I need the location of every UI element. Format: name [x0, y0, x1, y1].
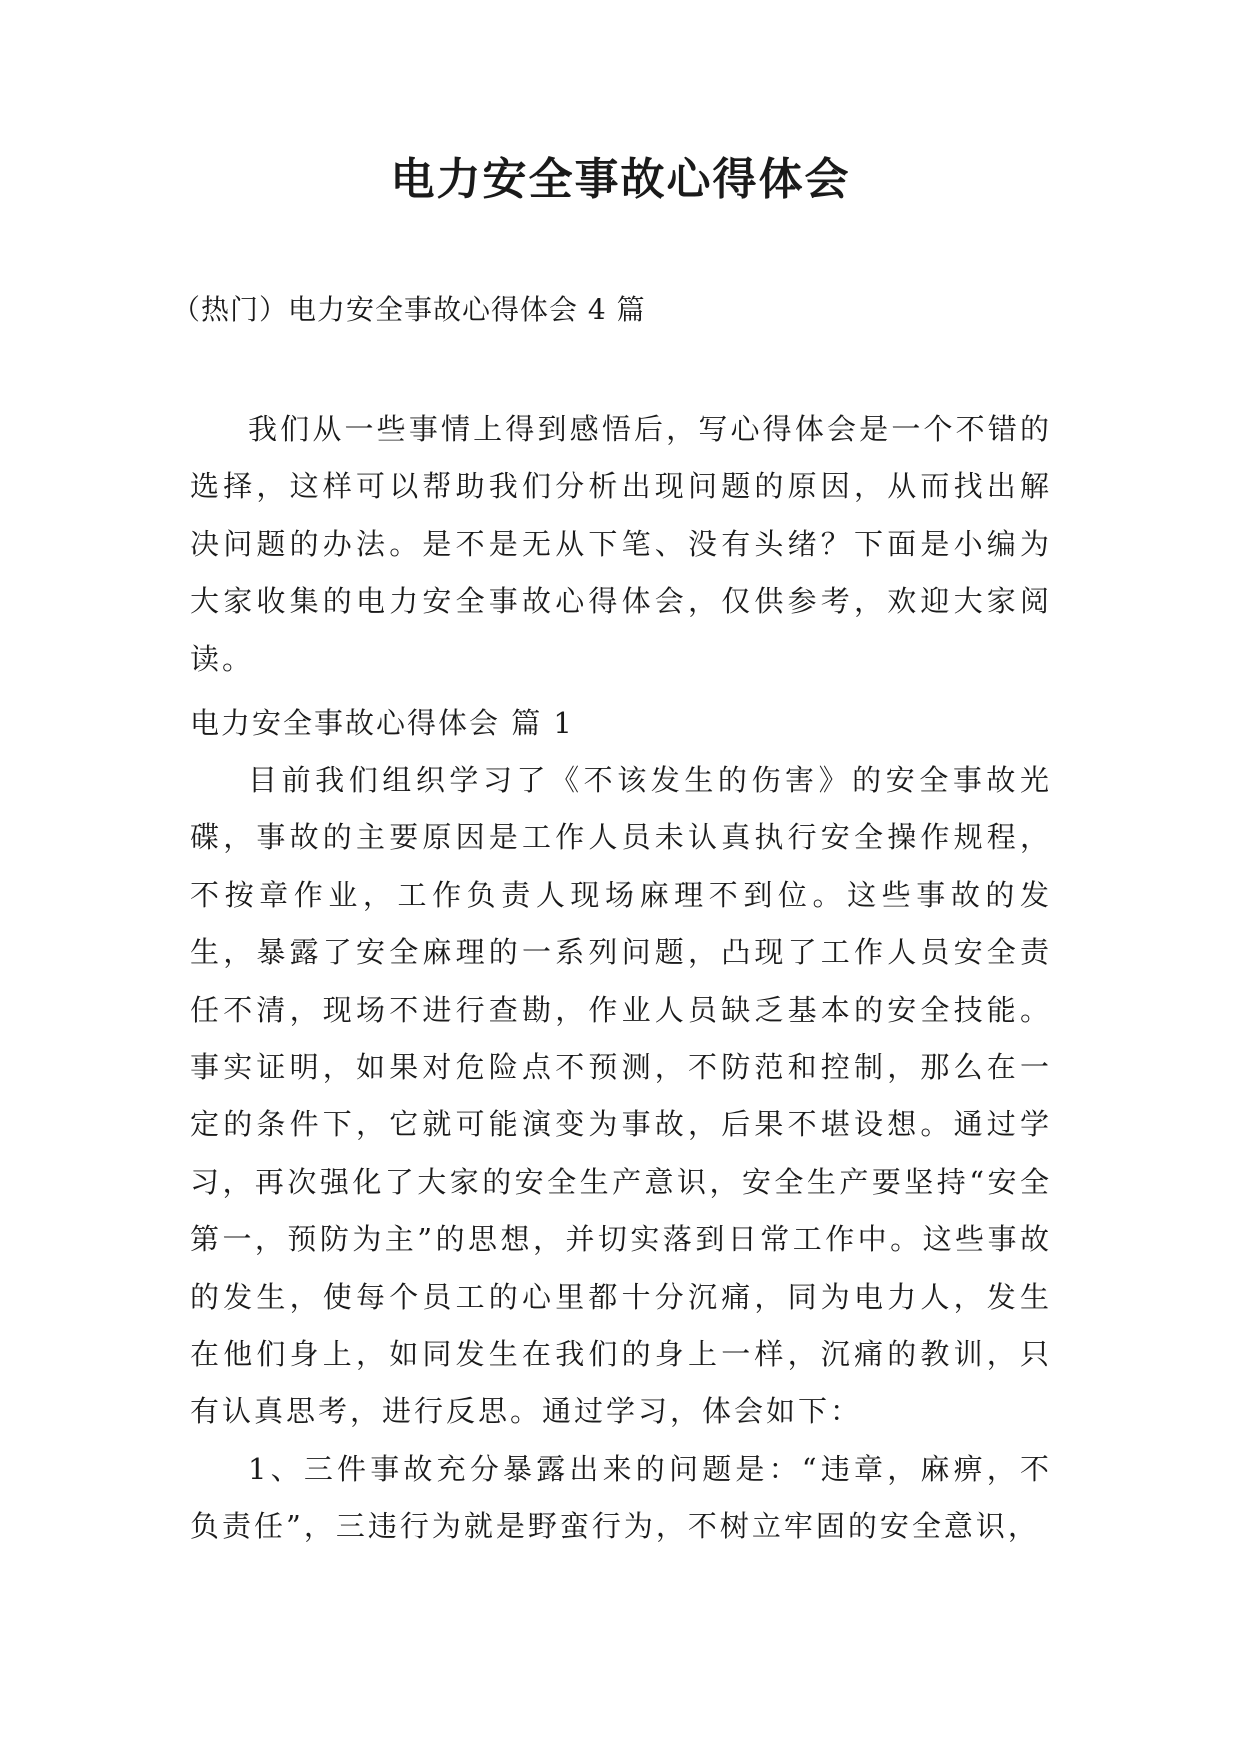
section-1-heading: 电力安全事故心得体会 篇 1 [190, 706, 574, 740]
document-title: 电力安全事故心得体会 [390, 154, 851, 205]
section-1-paragraph-2: 1、三件事故充分暴露出来的问题是：“违章，麻痹，不负责任”，三违行为就是野蛮行为，不树立牢固的安全意识， [190, 1451, 1052, 1544]
document-subtitle: （热门）电力安全事故心得体会 4 篇 [172, 293, 646, 326]
intro-block [190, 401, 1052, 688]
section-1-paragraph-1: 目前我们组织学习了《不该发生的伤害》的安全事故光碟，事故的主要原因是工作人员未认真执行安全操作规程，不按章作业，工作负责人现场麻理不到位。这些事故的发生，暴露了安全麻理的一系列问题，凸现了工作人员安全责任不清，现场不进行查勘，作业人员缺乏基本的安全技能。事实证明，如果对危险点不预测，不防范和控制，那么在一定的条件下，它就可能演变为事故，后果不堪设想。通过学习，再次强化了大家的安全生产意识，安全生产要坚持“安全第一，预防为主”的思想，并切实落到日常工作中。这些事故的发生，使每个员工的心里都十分沉痛，同为电力人，发生在他们身上，如同发生在我们的身上一样，沉痛的教训，只有认真思考，进行反思。通过学习，体会如下： [190, 763, 1052, 1429]
intro-paragraph: 我们从一些事情上得到感悟后，写心得体会是一个不错的选择，这样可以帮助我们分析出现问题的原因，从而找出解决问题的办法。是不是无从下笔、没有头绪？下面是小编为大家收集的电力安全事故心得体会，仅供参考，欢迎大家阅读。 [190, 412, 1052, 676]
section-1-body [190, 752, 1052, 1556]
